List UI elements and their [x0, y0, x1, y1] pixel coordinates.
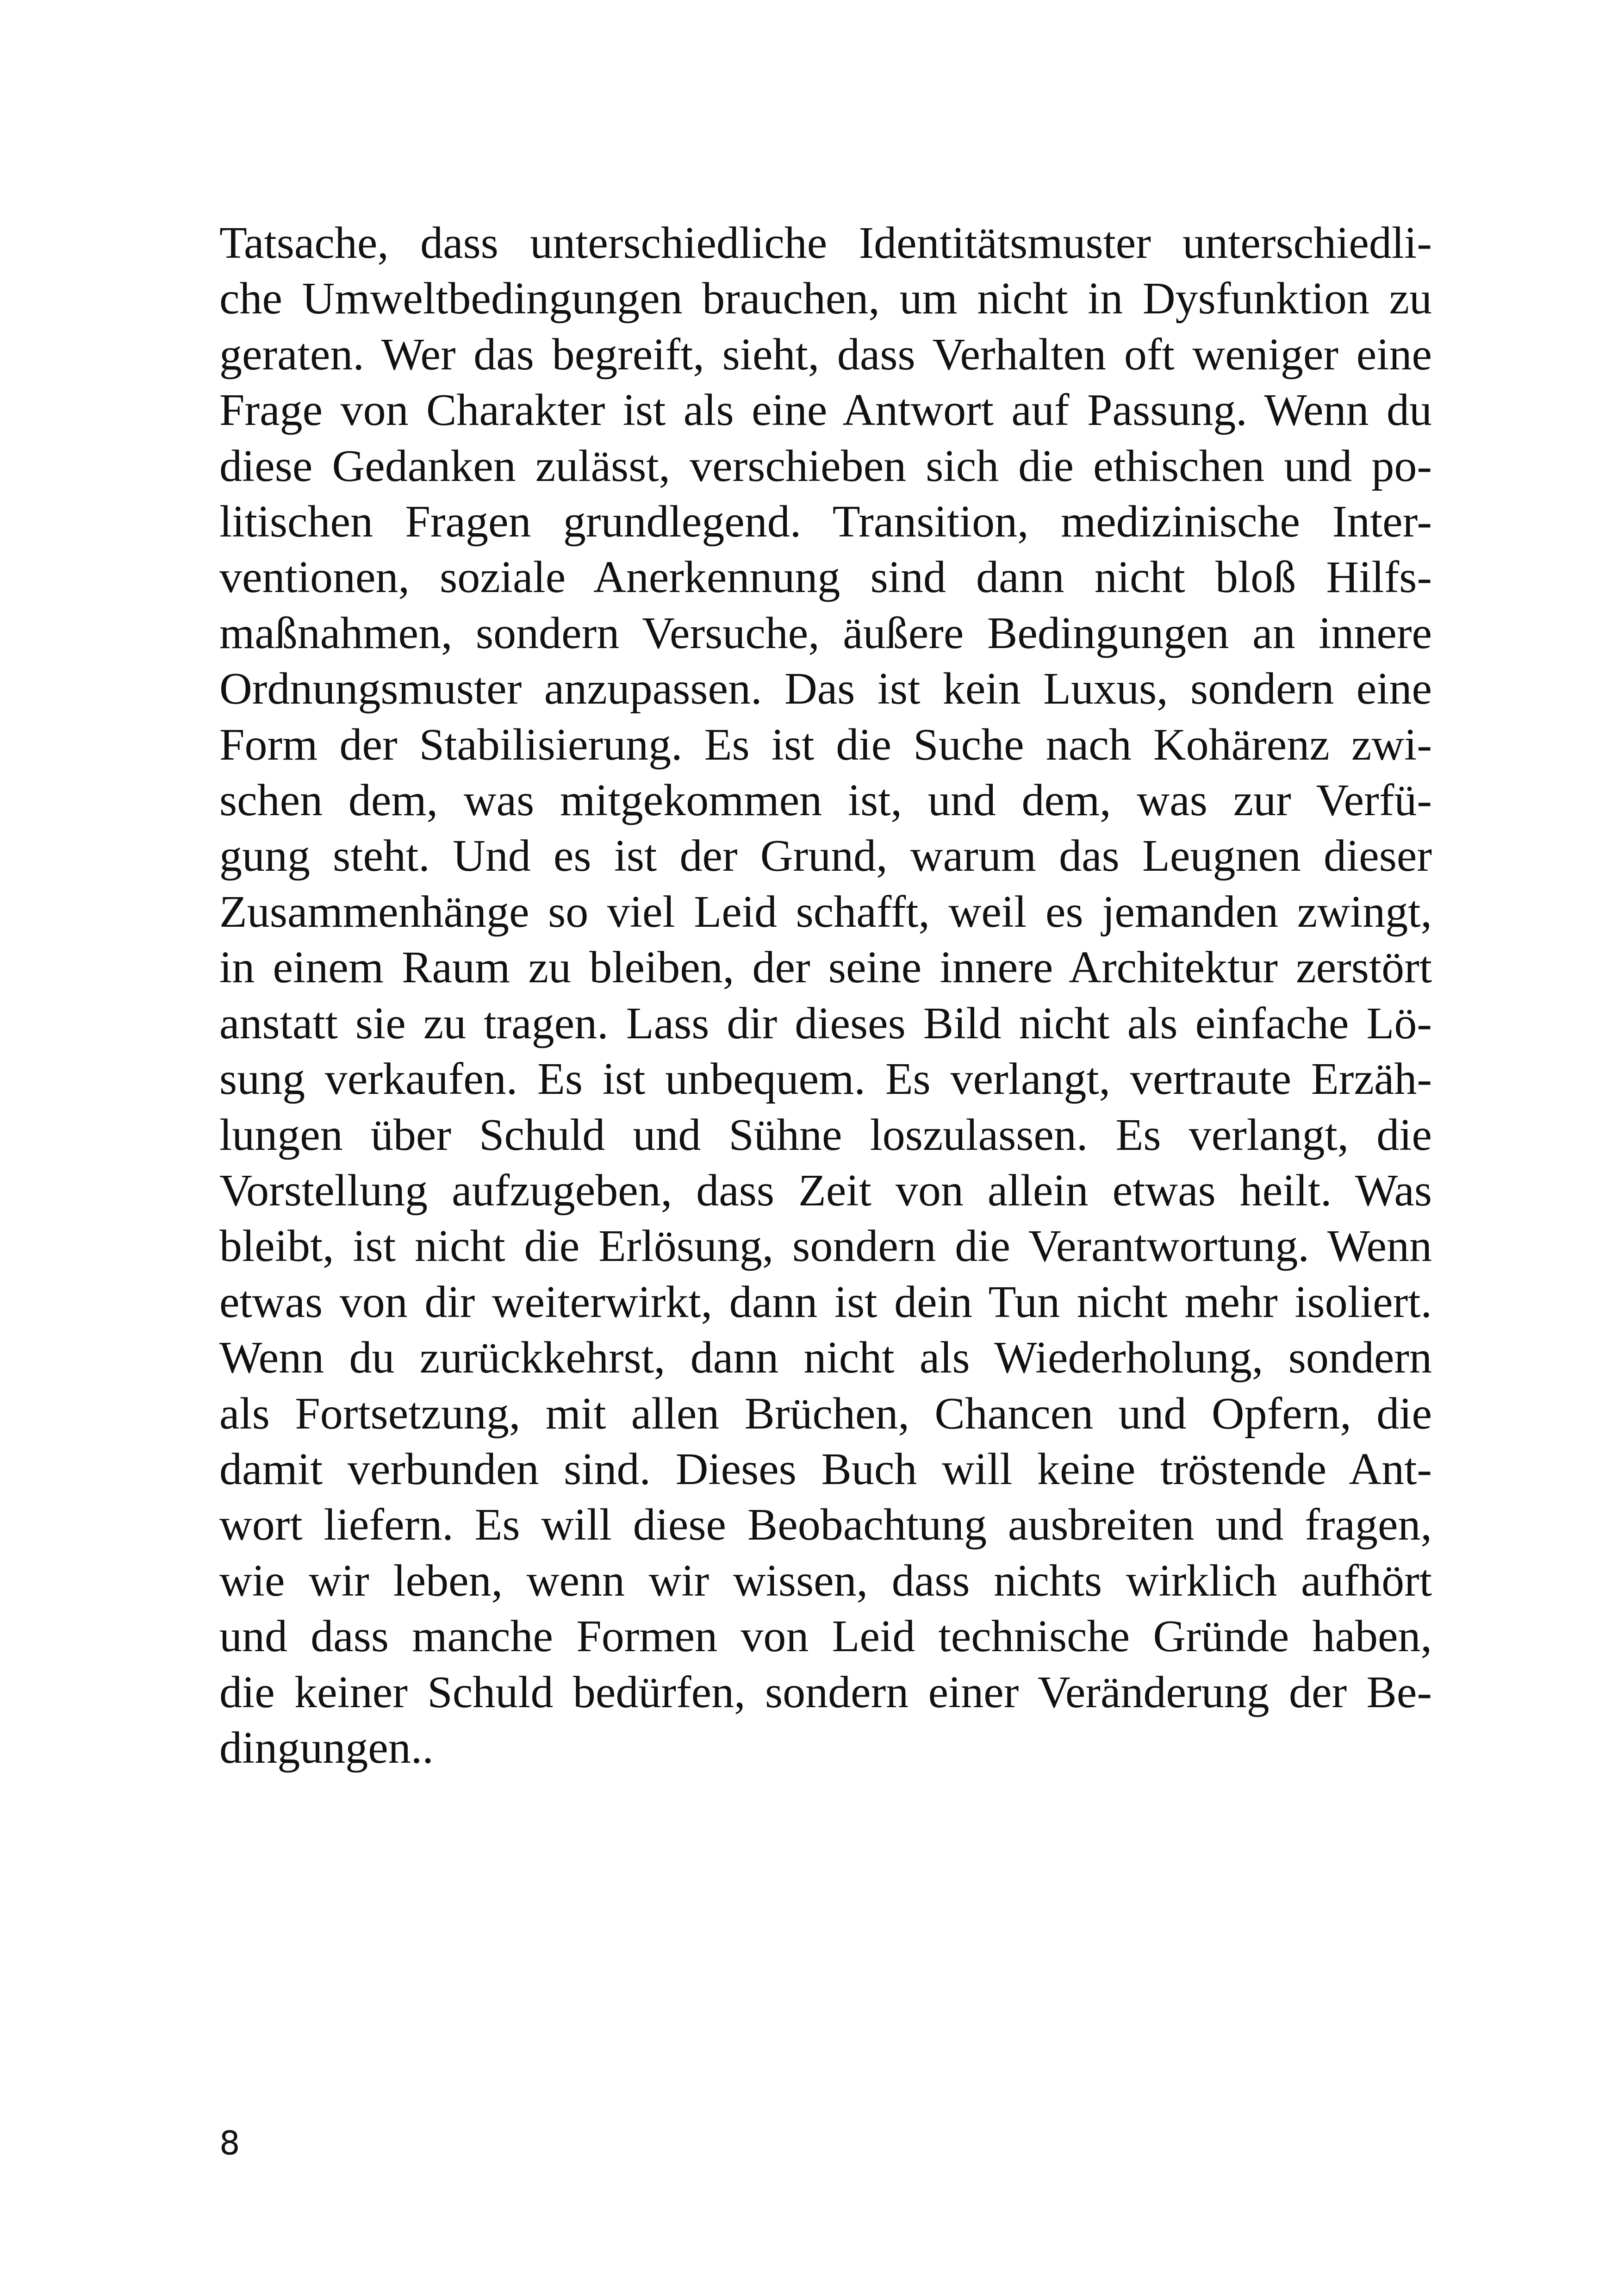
text-line: schen dem, was mitgekommen ist, und dem, was zur Verfü- — [219, 775, 1432, 826]
text-line: damit verbunden sind. Dieses Buch will keine tröstende Ant- — [219, 1444, 1432, 1494]
text-line: maßnahmen, sondern Versuche, äußere Bedingungen an innere — [219, 608, 1432, 658]
text-line: geraten. Wer das begreift, sieht, dass Verhalten oft weniger eine — [219, 329, 1432, 380]
text-line: ventionen, soziale Anerkennung sind dann nicht bloß Hilfs- — [219, 552, 1432, 603]
text-line: als Fortsetzung, mit allen Brüchen, Chancen und Opfern, die — [219, 1388, 1432, 1439]
text-line: litischen Fragen grundlegend. Transition, medizinische Inter- — [219, 497, 1432, 547]
text-line: bleibt, ist nicht die Erlösung, sondern die Verantwortung. Wenn — [219, 1221, 1432, 1272]
body-text — [219, 215, 1432, 1776]
text-line: in einem Raum zu bleiben, der seine innere Architektur zerstört — [219, 942, 1432, 993]
text-line: Frage von Charakter ist als eine Antwort auf Passung. Wenn du — [219, 385, 1432, 436]
text-line: Zusammenhänge so viel Leid schafft, weil es jemanden zwingt, — [219, 886, 1432, 937]
text-line: und dass manche Formen von Leid technische Gründe haben, — [219, 1611, 1432, 1662]
text-line: anstatt sie zu tragen. Lass dir dieses Bild nicht als einfache Lö- — [219, 998, 1432, 1048]
text-line-last: dingungen.. — [219, 1722, 434, 1773]
text-line: Form der Stabilisierung. Es ist die Suche nach Kohärenz zwi- — [219, 719, 1432, 770]
text-line: Vorstellung aufzugeben, dass Zeit von allein etwas heilt. Was — [219, 1165, 1432, 1216]
text-line: Ordnungsmuster anzupassen. Das ist kein Luxus, sondern eine — [219, 664, 1432, 714]
text-line: che Umweltbedingungen brauchen, um nicht in Dysfunktion zu — [219, 274, 1432, 324]
text-line: Wenn du zurückkehrst, dann nicht als Wiederholung, sondern — [219, 1333, 1432, 1383]
text-line: wie wir leben, wenn wir wissen, dass nichts wirklich aufhört — [219, 1555, 1432, 1606]
text-line: etwas von dir weiterwirkt, dann ist dein Tun nicht mehr isoliert. — [219, 1277, 1432, 1327]
text-line: lungen über Schuld und Sühne loszulassen. Es verlangt, die — [219, 1110, 1432, 1160]
text-line: wort liefern. Es will diese Beobachtung ausbreiten und fragen, — [219, 1500, 1432, 1550]
page-number: 8 — [219, 2124, 240, 2162]
text-line: gung steht. Und es ist der Grund, warum das Leugnen dieser — [219, 831, 1432, 881]
text-line: sung verkaufen. Es ist unbequem. Es verlangt, vertraute Erzäh- — [219, 1054, 1432, 1104]
text-line: diese Gedanken zulässt, verschieben sich die ethischen und po- — [219, 441, 1432, 491]
text-line: die keiner Schuld bedürfen, sondern einer Veränderung der Be- — [219, 1667, 1432, 1717]
text-line: Tatsache, dass unterschiedliche Identitätsmuster unterschiedli- — [219, 218, 1432, 268]
